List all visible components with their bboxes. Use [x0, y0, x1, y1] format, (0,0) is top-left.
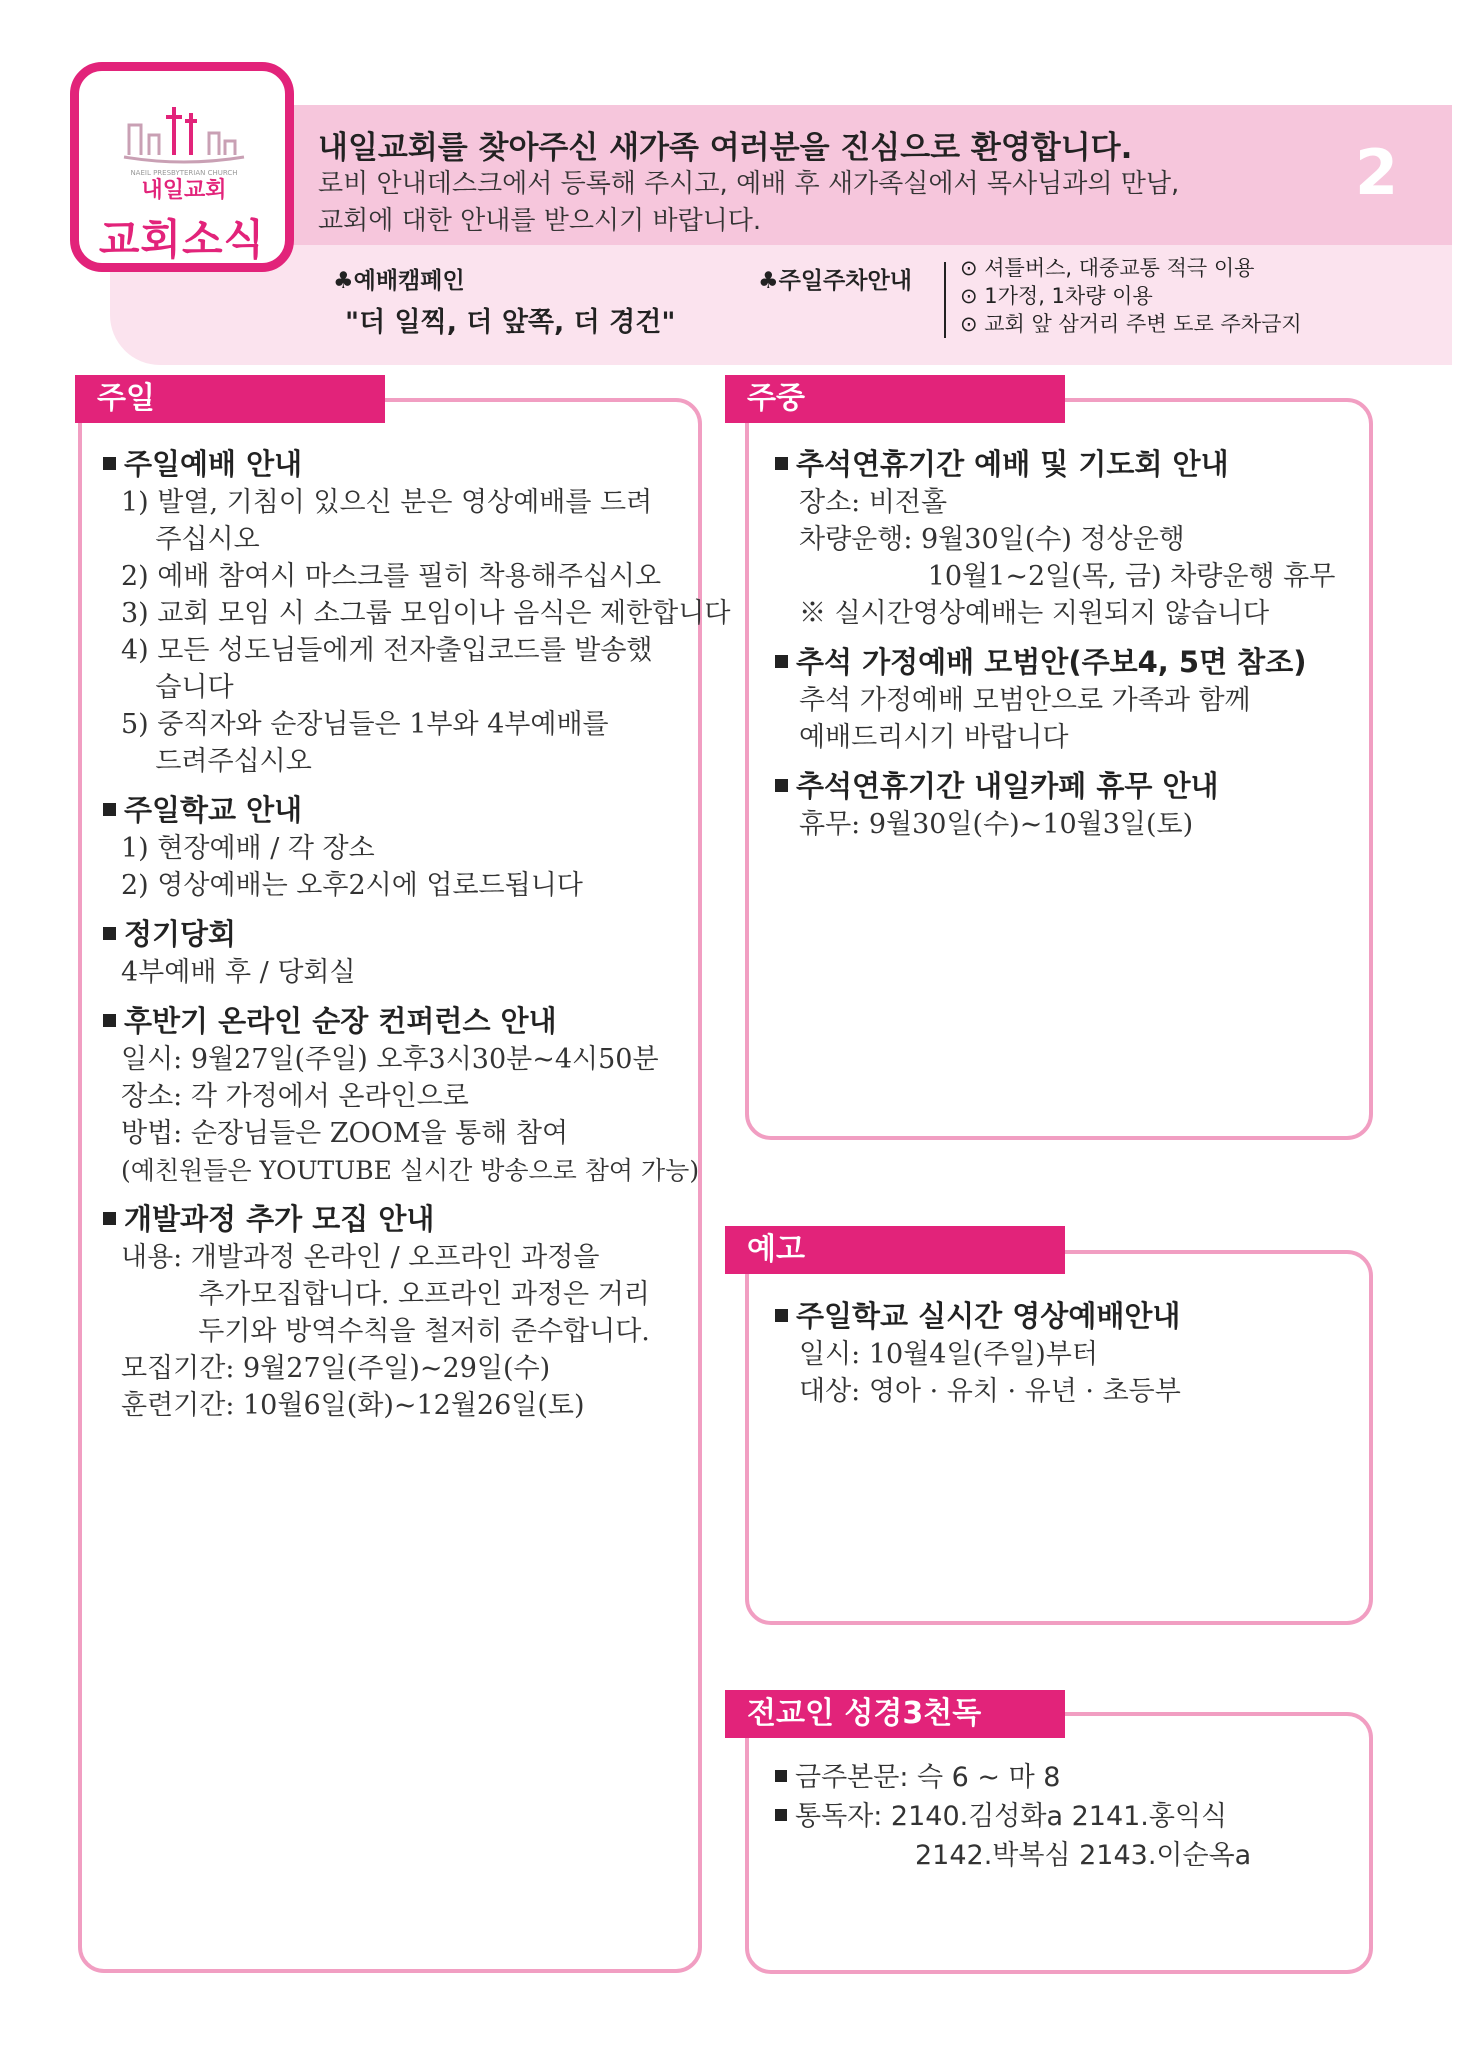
parking-item: ⊙ 1가정, 1차량 이용 — [960, 284, 1153, 308]
welcome-title: 내일교회를 찾아주신 새가족 여러분을 진심으로 환영합니다. — [318, 130, 1133, 166]
bullet-square-icon — [103, 803, 116, 816]
text-line: 추석 가정예배 모범안으로 가족과 함께 — [799, 685, 1251, 716]
text-line: 차량운행: 9월30일(수) 정상운행 — [799, 524, 1185, 555]
text-line: 장소: 비전홀 — [799, 487, 948, 518]
bible-item: 금주본문: 슥 6 ~ 마 8 — [775, 1758, 1251, 1797]
parking-item: ⊙ 교회 앞 삼거리 주변 도로 주차금지 — [960, 312, 1302, 336]
bible-content — [775, 1758, 1251, 1875]
weekday-tab: 주중 — [725, 375, 1065, 423]
page-number: 2 — [1355, 136, 1399, 209]
text-line: 3) 교회 모임 시 소그룹 모임이나 음식은 제한합니다 — [121, 598, 731, 629]
bullet-square-icon — [775, 779, 788, 792]
bullet-square-icon — [775, 1770, 787, 1782]
text-line: 5) 중직자와 순장님들은 1부와 4부예배를 — [121, 709, 609, 740]
bullet-square-icon — [775, 1309, 788, 1322]
section-title: 후반기 온라인 순장 컨퍼런스 안내 — [103, 1001, 730, 1041]
text-line: ※ 실시간영상예배는 지원되지 않습니다 — [799, 598, 1270, 629]
text-line: 훈련기간: 10월6일(화)~12월26일(토) — [121, 1390, 585, 1421]
parking-list — [960, 254, 1302, 338]
text-line: 4부예배 후 / 당회실 — [121, 957, 356, 988]
text-line: 추가모집합니다. 오프라인 과정은 거리 — [121, 1279, 650, 1310]
text-line: 2) 영상예배는 오후2시에 업로드됩니다 — [121, 870, 583, 901]
bullet-square-icon — [103, 457, 116, 470]
text-line: 일시: 9월27일(주일) 오후3시30분~4시50분 — [121, 1044, 659, 1075]
section-title: 주일학교 실시간 영상예배안내 — [775, 1296, 1181, 1336]
bible-item: 통독자: 2140.김성화a 2141.홍익식 — [775, 1797, 1251, 1836]
welcome-text — [318, 166, 1179, 240]
section-title: 추석연휴기간 예배 및 기도회 안내 — [775, 444, 1335, 484]
bullet-square-icon — [103, 1212, 116, 1225]
bullet-square-icon — [103, 927, 116, 940]
section-title: 개발과정 추가 모집 안내 — [103, 1199, 730, 1239]
church-logo-box — [70, 62, 294, 272]
text-line: 드려주십시오 — [121, 746, 312, 777]
section-title: 주일학교 안내 — [103, 790, 730, 830]
text-line: 습니다 — [121, 672, 234, 703]
text-line: 방법: 순장님들은 ZOOM을 통해 참여 — [121, 1118, 569, 1149]
text-line: 모집기간: 9월27일(주일)~29일(수) — [121, 1353, 551, 1384]
text-line: 일시: 10월4일(주일)부터 — [799, 1339, 1098, 1370]
bullet-square-icon — [103, 1014, 116, 1027]
text-line: 예배드리시기 바랍니다 — [799, 722, 1069, 753]
text-line: 2) 예배 참여시 마스크를 필히 착용해주십시오 — [121, 561, 662, 592]
welcome-line: 로비 안내데스크에서 등록해 주시고, 예배 후 새가족실에서 목사님과의 만남, — [318, 169, 1180, 199]
notice-content — [775, 1296, 1181, 1410]
text-line: 장소: 각 가정에서 온라인으로 — [121, 1081, 469, 1112]
parking-title: ♣주일주차안내 — [758, 268, 912, 294]
bible-item-continuation: 2142.박복심 2143.이순옥a — [915, 1840, 1252, 1871]
text-line: 휴무: 9월30일(수)~10월3일(토) — [799, 809, 1194, 840]
campaign-title: ♣예배캠페인 — [333, 268, 465, 294]
text-line: 내용: 개발과정 온라인 / 오프라인 과정을 — [121, 1242, 600, 1273]
bullet-square-icon — [775, 655, 788, 668]
bullet-square-icon — [775, 457, 788, 470]
text-line: (예친원들은 YOUTUBE 실시간 방송으로 참여 가능) — [121, 1156, 700, 1185]
text-line: 1) 현장예배 / 각 장소 — [121, 833, 375, 864]
logo-title: 교회소식 — [98, 215, 266, 264]
text-line: 10월1~2일(목, 금) 차량운행 휴무 — [799, 561, 1336, 592]
parking-item: ⊙ 셔틀버스, 대중교통 적극 이용 — [960, 256, 1255, 280]
text-line: 주십시오 — [121, 524, 260, 555]
section-title: 정기당회 — [103, 914, 730, 954]
section-title: 추석연휴기간 내일카페 휴무 안내 — [775, 766, 1335, 806]
notice-tab: 예고 — [725, 1226, 1065, 1274]
parking-divider — [944, 262, 946, 338]
sunday-content — [103, 444, 730, 1424]
campaign-slogan: "더 일찍, 더 앞쪽, 더 경건" — [345, 307, 676, 338]
text-line: 대상: 영아 · 유치 · 유년 · 초등부 — [799, 1376, 1181, 1407]
text-line: 1) 발열, 기침이 있으신 분은 영상예배를 드려 — [121, 487, 653, 518]
section-title: 추석 가정예배 모범안(주보4, 5면 참조) — [775, 642, 1335, 682]
welcome-line: 교회에 대한 안내를 받으시기 바랍니다. — [318, 206, 762, 236]
church-logo-icon — [119, 95, 249, 205]
svg-text:NAEIL PRESBYTERIAN CHURCH: NAEIL PRESBYTERIAN CHURCH — [130, 169, 238, 177]
bible-tab: 전교인 성경3천독 — [725, 1690, 1065, 1738]
sunday-tab: 주일 — [75, 375, 385, 423]
weekday-content — [775, 444, 1335, 843]
section-title: 주일예배 안내 — [103, 444, 730, 484]
svg-text:내일교회: 내일교회 — [141, 178, 227, 203]
text-line: 4) 모든 성도님들에게 전자출입코드를 발송했 — [121, 635, 653, 666]
text-line: 두기와 방역수칙을 철저히 준수합니다. — [121, 1316, 650, 1347]
bullet-square-icon — [775, 1809, 787, 1821]
